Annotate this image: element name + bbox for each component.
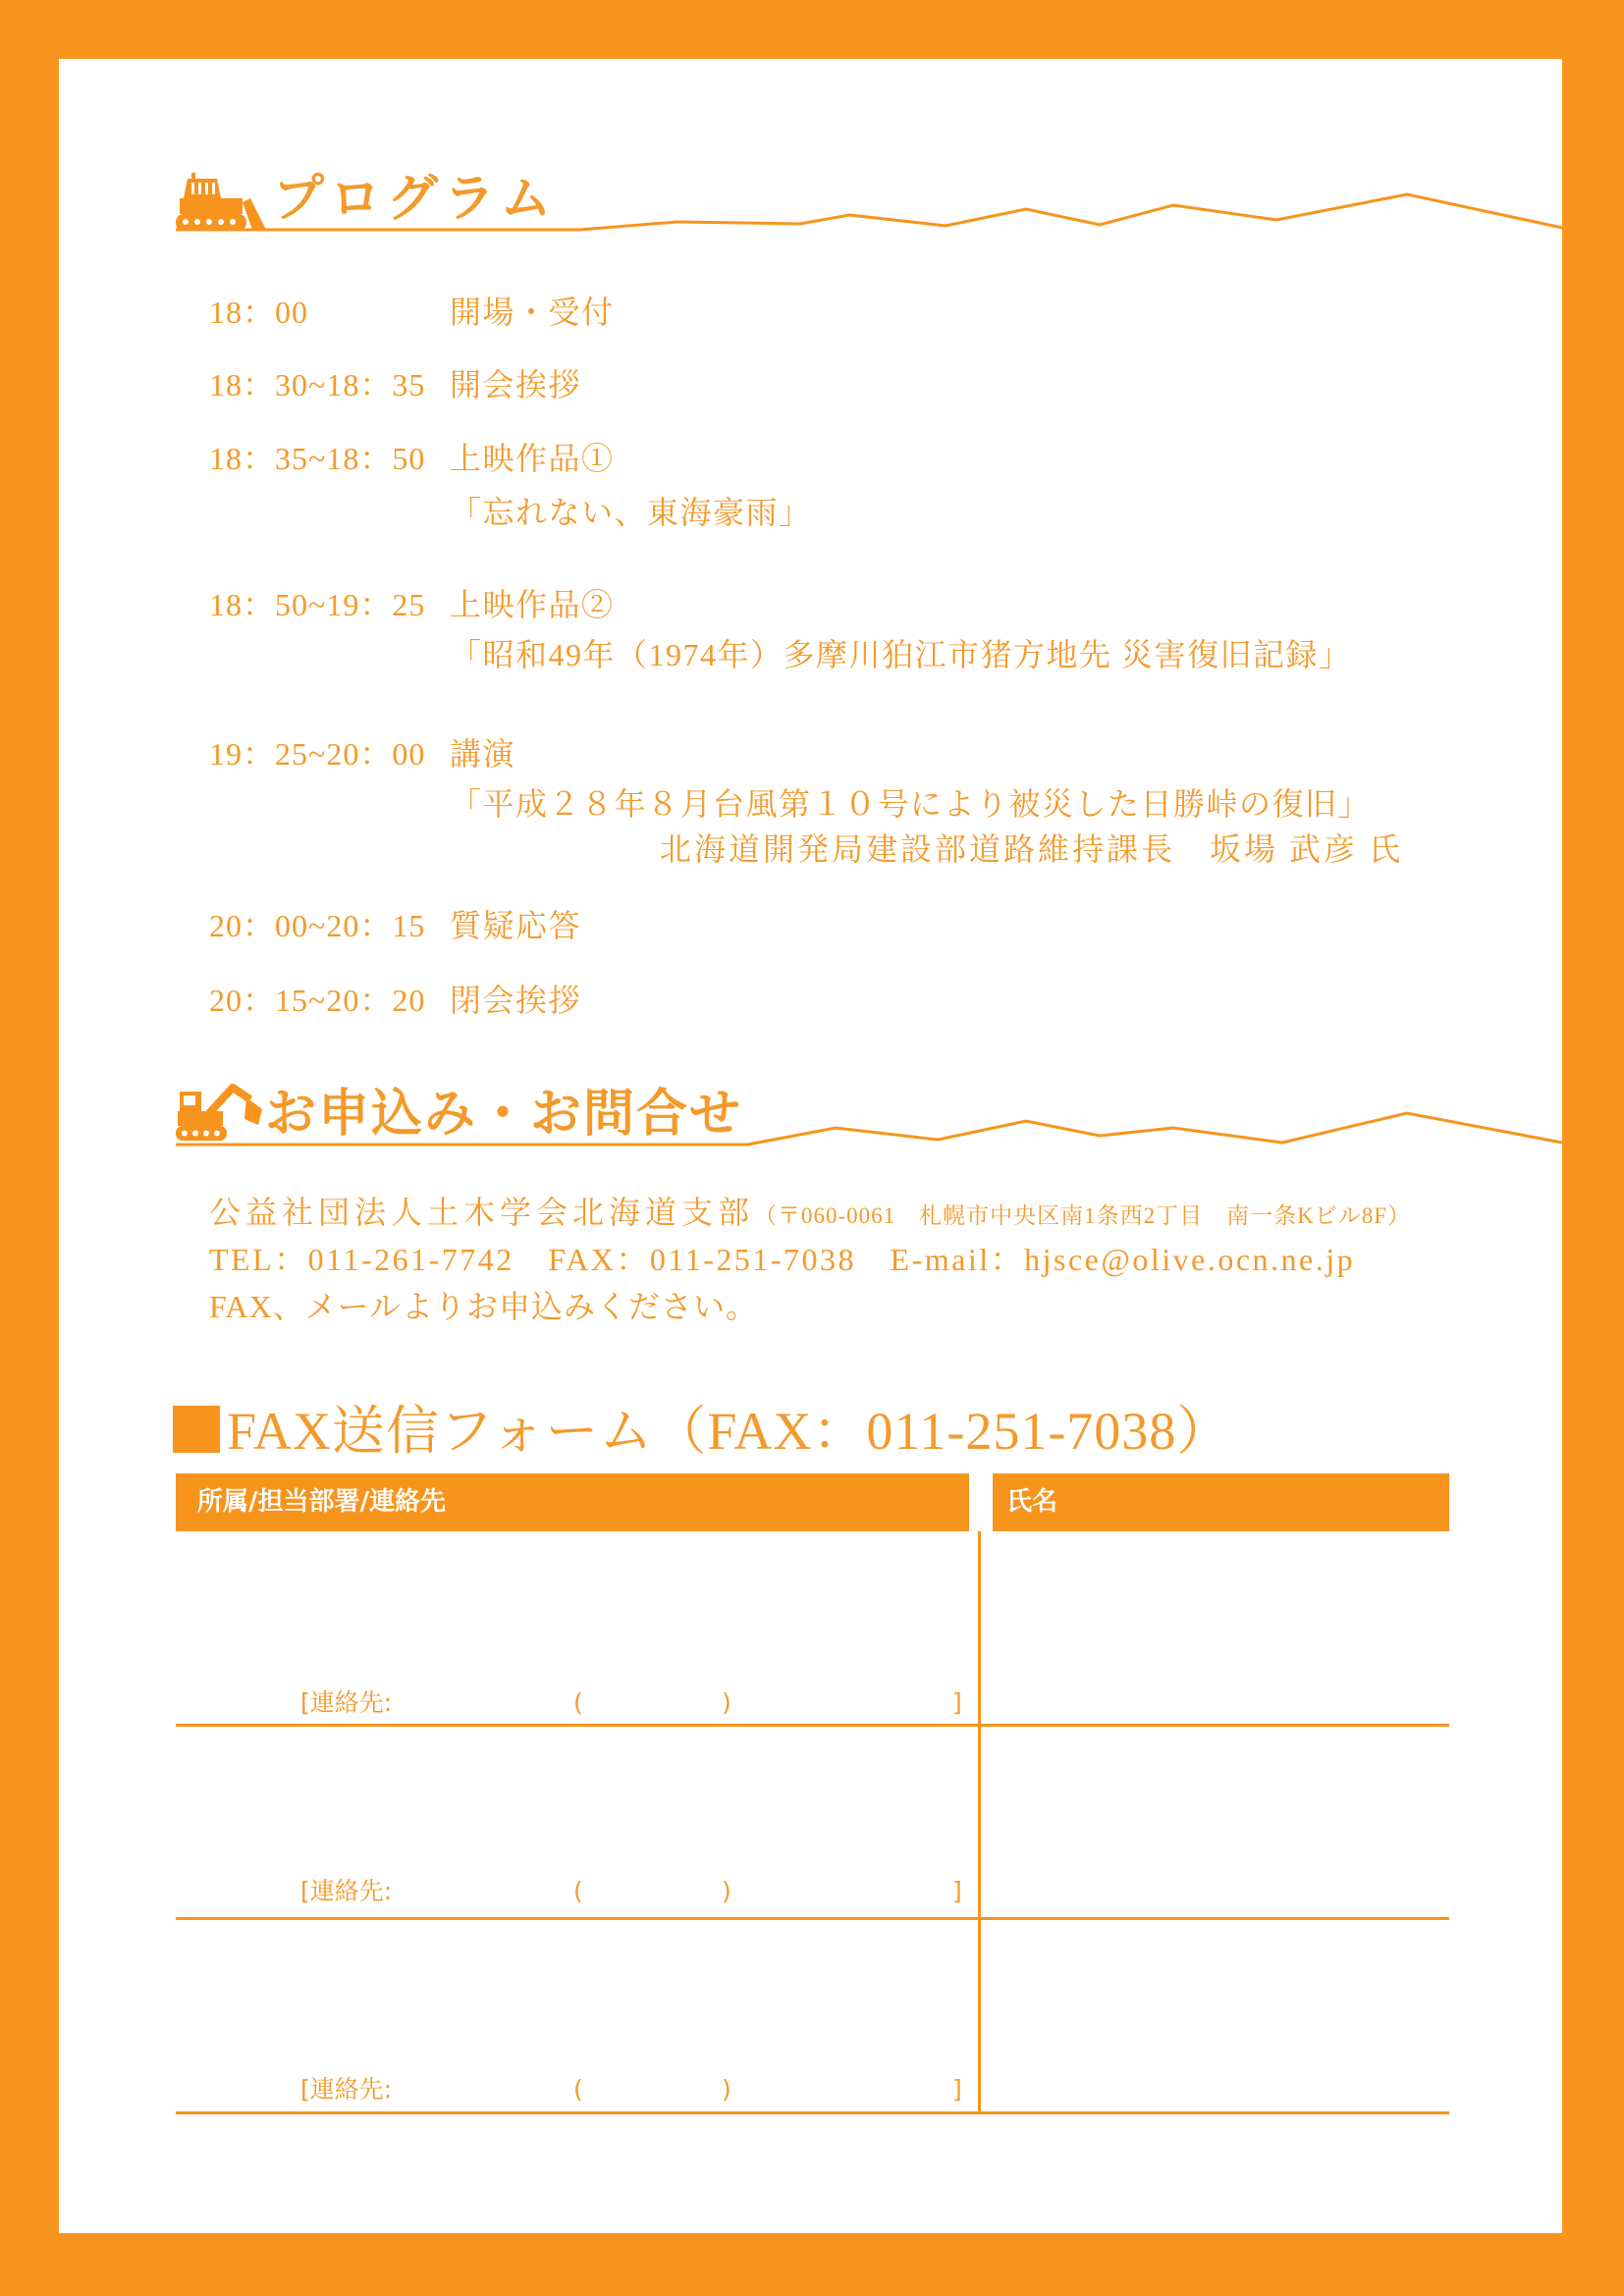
contact-label: [連絡先: (300, 2075, 393, 2104)
program-time: 18：00 (209, 294, 309, 330)
program-heading: プログラム (273, 169, 558, 229)
fax-title-square-marker (173, 1406, 220, 1453)
form-cell-name (981, 1531, 1449, 1724)
column-header-affiliation: 所属/担当部署/連絡先 (176, 1473, 969, 1531)
program-time: 19：25~20：00 (209, 736, 426, 772)
contact-close-bracket: ] (952, 1877, 962, 1905)
fax-form-title: FAX送信フォーム（FAX：011-251-7038） (227, 1402, 1231, 1461)
program-detail: 「忘れない、東海豪雨」 (450, 495, 812, 530)
program-title: 上映作品① (450, 441, 615, 476)
form-cell-name (981, 1920, 1449, 2111)
contact-label: [連絡先: (300, 1688, 393, 1717)
table-column-divider (978, 1531, 981, 2114)
program-detail: 「昭和49年（1974年）多摩川狛江市猪方地先 災害復旧記録」 (450, 637, 1352, 672)
program-time: 18：30~18：35 (209, 367, 426, 402)
contact-phone-fax-email: TEL：011-261-7742 FAX：011-251-7038 E-mail：hjsce@olive.ocn.ne.jp (209, 1242, 1356, 1277)
contact-label: [連絡先: (300, 1877, 393, 1905)
column-header-name: 氏名 (993, 1473, 1449, 1531)
table-row-divider (176, 2111, 1449, 2114)
program-detail: 「平成２８年８月台風第１０号により被災した日勝峠の復旧」 (450, 786, 1372, 822)
contact-heading: お申込み・お問合せ (265, 1084, 743, 1144)
contact-close-bracket: ] (952, 2075, 962, 2104)
program-title: 質疑応答 (450, 908, 582, 943)
area-code-close-paren: ) (722, 1688, 731, 1717)
contact-note: FAX、メールよりお申込みください。 (209, 1289, 759, 1324)
organization-address: （〒060-0061 札幌市中央区南1条西2丁目 南一条Kビル8F） (754, 1203, 1412, 1228)
program-time: 18：35~18：50 (209, 441, 426, 476)
table-row-divider (176, 1724, 1449, 1727)
program-title: 開会挨拶 (450, 367, 582, 402)
contact-close-bracket: ] (952, 1688, 962, 1717)
program-title: 開場・受付 (450, 294, 615, 330)
area-code-open-paren: ( (573, 1688, 583, 1717)
area-code-close-paren: ) (722, 1877, 731, 1905)
contact-organization-line (209, 1193, 1411, 1236)
program-time: 20：00~20：15 (209, 908, 426, 943)
area-code-open-paren: ( (573, 1877, 583, 1905)
area-code-open-paren: ( (573, 2075, 583, 2104)
program-title: 上映作品② (450, 587, 615, 622)
form-cell-name (981, 1727, 1449, 1917)
table-row-divider (176, 1917, 1449, 1920)
program-time: 20：15~20：20 (209, 983, 426, 1018)
program-time: 18：50~19：25 (209, 587, 426, 622)
excavator-icon (176, 1084, 264, 1141)
program-speaker: 北海道開発局建設部道路維持課長 坂場 武彦 氏 (660, 831, 1404, 867)
program-title: 講演 (450, 736, 516, 772)
organization-name: 公益社団法人土木学会北海道支部 (209, 1195, 755, 1230)
bulldozer-icon (176, 173, 266, 232)
program-title: 閉会挨拶 (450, 983, 582, 1018)
area-code-close-paren: ) (722, 2075, 731, 2104)
